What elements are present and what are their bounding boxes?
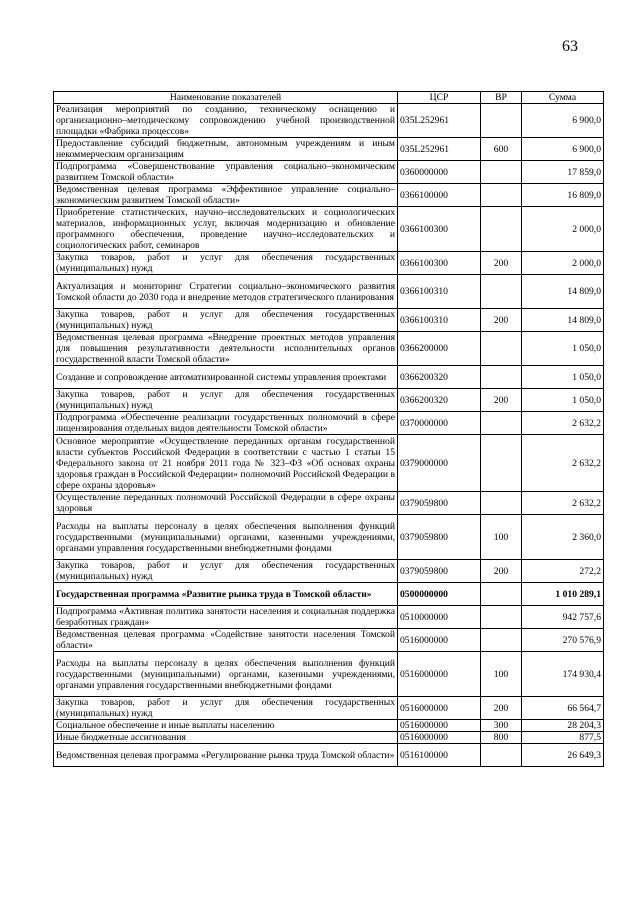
cell-csr: 0366200000: [398, 332, 481, 366]
cell-vr: [481, 744, 522, 767]
cell-vr: [481, 207, 522, 252]
table-row: [54, 184, 604, 207]
cell-sum: 1 010 289,1: [522, 583, 604, 606]
cell-sum: 272,2: [522, 560, 604, 583]
header-vr: ВР: [481, 92, 522, 104]
cell-name: Основное мероприятие «Осуществление переданных органам государственной власти субъектов Российской Федерации в соответствии с частью 1 статьи 15 Федерального закона от 21 ноября 2011 года № 323–ФЗ «Об основах охраны здоровья граждан в Российской Федерации» полномочий Российской Федерации в сфере охраны здоровья»: [54, 435, 398, 492]
header-csr: ЦСР: [398, 92, 481, 104]
cell-vr: [481, 606, 522, 629]
cell-name: Подпрограмма «Обеспечение реализации государственных полномочий в сфере лицензирования отдельных видов деятельности Томской области»: [54, 412, 398, 435]
table-row: [54, 332, 604, 366]
cell-sum: 942 757,6: [522, 606, 604, 629]
table-row: [54, 252, 604, 275]
cell-name: Иные бюджетные ассигнования: [54, 732, 398, 744]
cell-csr: 035L252961: [398, 138, 481, 161]
cell-vr: [481, 412, 522, 435]
cell-vr: [481, 275, 522, 309]
cell-csr: 0366200320: [398, 389, 481, 412]
cell-name: Актуализация и мониторинг Стратегии социально–экономического развития Томской области до 2030 года и внедрение методов стратегического планирования: [54, 275, 398, 309]
table-row: [54, 435, 604, 492]
cell-csr: 0510000000: [398, 606, 481, 629]
cell-csr: 0366100300: [398, 252, 481, 275]
cell-name: Закупка товаров, работ и услуг для обеспечения государственных (муниципальных) нужд: [54, 697, 398, 720]
cell-sum: 2 632,2: [522, 435, 604, 492]
cell-sum: 16 809,0: [522, 184, 604, 207]
cell-vr: [481, 583, 522, 606]
cell-sum: 174 930,4: [522, 652, 604, 697]
cell-vr: [481, 492, 522, 515]
cell-csr: 0379059800: [398, 492, 481, 515]
cell-sum: 270 576,9: [522, 629, 604, 652]
cell-name: Приобретение статистических, научно–исследовательских и социологических материалов, информационных услуг, включая модернизацию и обновление программного обеспечения, проведение научно–исследовательских и социологических работ, семинаров: [54, 207, 398, 252]
cell-sum: 66 564,7: [522, 697, 604, 720]
cell-name: Государственная программа «Развитие рынка труда в Томской области»: [54, 583, 398, 606]
cell-csr: 0516000000: [398, 652, 481, 697]
cell-name: Ведомственная целевая программа «Внедрение проектных методов управления для повышения результативности деятельности исполнительных органов государственной власти Томской области»: [54, 332, 398, 366]
cell-csr: 0366100310: [398, 275, 481, 309]
cell-sum: 2 632,2: [522, 412, 604, 435]
table-header-row: [54, 92, 604, 104]
cell-sum: 1 050,0: [522, 389, 604, 412]
cell-sum: 2 632,2: [522, 492, 604, 515]
cell-csr: 0366100310: [398, 309, 481, 332]
cell-vr: [481, 435, 522, 492]
cell-sum: 2 000,0: [522, 252, 604, 275]
table-row: [54, 275, 604, 309]
cell-vr: 200: [481, 309, 522, 332]
cell-name: Закупка товаров, работ и услуг для обеспечения государственных (муниципальных) нужд: [54, 560, 398, 583]
cell-csr: 0370000000: [398, 412, 481, 435]
table-row: [54, 560, 604, 583]
cell-name: Закупка товаров, работ и услуг для обеспечения государственных (муниципальных) нужд: [54, 309, 398, 332]
table-row: [54, 104, 604, 138]
table-row: [54, 606, 604, 629]
header-sum: Сумма: [522, 92, 604, 104]
cell-vr: 100: [481, 652, 522, 697]
cell-name: Ведомственная целевая программа «Содействие занятости населения Томской области»: [54, 629, 398, 652]
cell-name: Ведомственная целевая программа «Регулирование рынка труда Томской области»: [54, 744, 398, 767]
cell-sum: 28 204,3: [522, 720, 604, 732]
cell-sum: 877,5: [522, 732, 604, 744]
cell-sum: 26 649,3: [522, 744, 604, 767]
cell-csr: 0366200320: [398, 366, 481, 389]
cell-csr: 0516000000: [398, 697, 481, 720]
cell-name: Подпрограмма «Активная политика занятости населения и социальная поддержка безработных граждан»: [54, 606, 398, 629]
table-row: [54, 138, 604, 161]
cell-csr: 0516000000: [398, 720, 481, 732]
cell-vr: 200: [481, 389, 522, 412]
cell-name: Реализация мероприятий по созданию, техническому оснащению и организационно–методическому сопровождению учебной производственной площадки «Фабрика процессов»: [54, 104, 398, 138]
table-row: [54, 207, 604, 252]
cell-name: Осуществление переданных полномочий Российской Федерации в сфере охраны здоровья: [54, 492, 398, 515]
cell-vr: 200: [481, 252, 522, 275]
cell-sum: 14 809,0: [522, 309, 604, 332]
table-row: [54, 492, 604, 515]
cell-name: Ведомственная целевая программа «Эффективное управление социально–экономическим развитием Томской области»: [54, 184, 398, 207]
cell-vr: 300: [481, 720, 522, 732]
cell-sum: 1 050,0: [522, 332, 604, 366]
table-row: [54, 309, 604, 332]
table-row: [54, 515, 604, 560]
cell-vr: [481, 629, 522, 652]
cell-csr: 0516000000: [398, 629, 481, 652]
cell-vr: 800: [481, 732, 522, 744]
cell-name: Расходы на выплаты персоналу в целях обеспечения выполнения функций государственными (муниципальными) органами, казенными учреждениями, органами управления государственными внебюджетными фондами: [54, 515, 398, 560]
cell-csr: 0379059800: [398, 560, 481, 583]
budget-table: [53, 91, 604, 767]
cell-name: Социальное обеспечение и иные выплаты населению: [54, 720, 398, 732]
cell-csr: 0516100000: [398, 744, 481, 767]
cell-csr: 0379059800: [398, 515, 481, 560]
header-name: Наименование показателей: [54, 92, 398, 104]
cell-sum: 6 900,0: [522, 138, 604, 161]
cell-sum: 17 859,0: [522, 161, 604, 184]
cell-csr: 0366100300: [398, 207, 481, 252]
cell-sum: 2 360,0: [522, 515, 604, 560]
cell-vr: [481, 161, 522, 184]
cell-name: Подпрограмма «Совершенствование управления социально–экономическим развитием Томской области»: [54, 161, 398, 184]
cell-vr: 200: [481, 697, 522, 720]
cell-sum: 6 900,0: [522, 104, 604, 138]
table-row: [54, 697, 604, 720]
cell-sum: 14 809,0: [522, 275, 604, 309]
cell-vr: [481, 332, 522, 366]
table-row: [54, 629, 604, 652]
table-row: [54, 732, 604, 744]
table-row: [54, 389, 604, 412]
cell-vr: 100: [481, 515, 522, 560]
cell-vr: 600: [481, 138, 522, 161]
cell-name: Создание и сопровождение автоматизированной системы управления проектами: [54, 366, 398, 389]
table-row: [54, 744, 604, 767]
cell-sum: 2 000,0: [522, 207, 604, 252]
cell-name: Закупка товаров, работ и услуг для обеспечения государственных (муниципальных) нужд: [54, 389, 398, 412]
cell-vr: [481, 104, 522, 138]
table-row: [54, 412, 604, 435]
cell-csr: 035L252961: [398, 104, 481, 138]
cell-name: Расходы на выплаты персоналу в целях обеспечения выполнения функций государственными (муниципальными) органами, казенными учреждениями, органами управления государственными внебюджетными фондами: [54, 652, 398, 697]
table-row: [54, 652, 604, 697]
table-row: [54, 161, 604, 184]
cell-csr: 0360000000: [398, 161, 481, 184]
cell-csr: 0500000000: [398, 583, 481, 606]
cell-csr: 0379000000: [398, 435, 481, 492]
cell-vr: [481, 184, 522, 207]
table-row: [54, 366, 604, 389]
cell-csr: 0366100000: [398, 184, 481, 207]
cell-name: Закупка товаров, работ и услуг для обеспечения государственных (муниципальных) нужд: [54, 252, 398, 275]
table-row: [54, 720, 604, 732]
cell-sum: 1 050,0: [522, 366, 604, 389]
page-number: 63: [562, 38, 578, 55]
cell-name: Предоставление субсидий бюджетным, автономным учреждениям и иным некоммерческим организациям: [54, 138, 398, 161]
table-row: [54, 583, 604, 606]
cell-vr: [481, 366, 522, 389]
cell-csr: 0516000000: [398, 732, 481, 744]
cell-vr: 200: [481, 560, 522, 583]
